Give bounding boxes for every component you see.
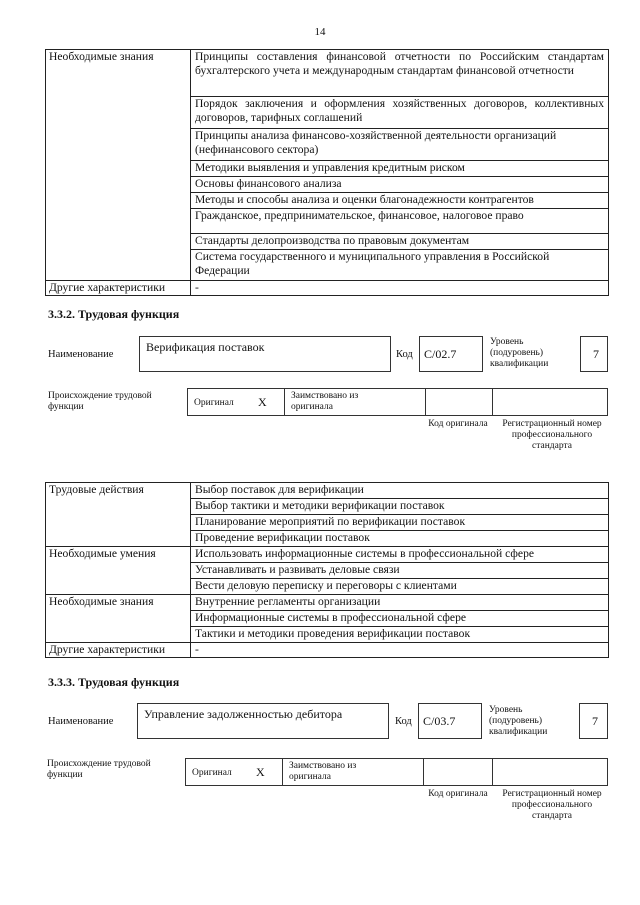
name-value-box bbox=[137, 703, 389, 739]
skill-item: Вести деловую переписку и переговоры с клиентами bbox=[191, 579, 609, 595]
knowledge-item: Система государственного и муниципального управления в Российской Федерации bbox=[191, 250, 609, 281]
borrowed-label: Заимствовано из оригинала bbox=[289, 761, 357, 782]
action-item: Проведение верификации поставок bbox=[191, 531, 609, 547]
skill-item: Устанавливать и развивать деловые связи bbox=[191, 563, 609, 579]
knowledge-item: Порядок заключения и оформления хозяйственных договоров, коллективных договоров, тарифных соглашений bbox=[191, 97, 609, 129]
knowledge-item: Гражданское, предпринимательское, финансовое, налоговое право bbox=[191, 209, 609, 234]
knowledge-label: Необходимые знания bbox=[46, 595, 191, 643]
other-value: - bbox=[191, 281, 609, 296]
original-label: Оригинал bbox=[192, 768, 232, 778]
labor-function-table-332 bbox=[45, 482, 609, 658]
other-label: Другие характеристики bbox=[46, 281, 191, 296]
knowledge-item: Методы и способы анализа и оценки благонадежности контрагентов bbox=[191, 193, 609, 209]
section-heading: 3.3.2. Трудовая функция bbox=[48, 307, 180, 321]
skills-label: Необходимые умения bbox=[46, 547, 191, 595]
page-number: 14 bbox=[314, 26, 326, 38]
level-value-box bbox=[579, 703, 608, 739]
origin-reg-cell bbox=[492, 758, 608, 786]
reg-number-label: Регистрационный номер профессионального стандарта bbox=[502, 419, 602, 451]
section-heading: 3.3.3. Трудовая функция bbox=[48, 675, 180, 689]
knowledge-label: Необходимые знания bbox=[46, 50, 191, 281]
knowledge-item: Методики выявления и управления кредитным риском bbox=[191, 161, 609, 177]
action-item: Выбор тактики и методики верификации поставок bbox=[191, 499, 609, 515]
name-value: Верификация поставок bbox=[146, 340, 265, 354]
name-label: Наименование bbox=[48, 349, 114, 360]
borrowed-label: Заимствовано из оригинала bbox=[291, 391, 359, 412]
actions-label: Трудовые действия bbox=[46, 483, 191, 547]
origin-label: Происхождение трудовой функции bbox=[48, 391, 152, 412]
origin-code-cell bbox=[425, 388, 493, 416]
level-value: 7 bbox=[593, 347, 599, 361]
code-label: Код bbox=[395, 716, 412, 727]
level-label: Уровень (подуровень) квалификации bbox=[489, 705, 548, 737]
knowledge-item: Стандарты делопроизводства по правовым документам bbox=[191, 234, 609, 250]
name-value-box bbox=[139, 336, 391, 372]
level-value: 7 bbox=[592, 714, 598, 728]
origin-borrowed-cell bbox=[284, 388, 426, 416]
code-label: Код bbox=[396, 349, 413, 360]
level-value-box bbox=[580, 336, 608, 372]
action-item: Выбор поставок для верификации bbox=[191, 483, 609, 499]
knowledge-item: Внутренние регламенты организации bbox=[191, 595, 609, 611]
knowledge-table-top bbox=[45, 49, 609, 296]
origin-borrowed-cell bbox=[282, 758, 424, 786]
original-mark: X bbox=[256, 765, 265, 779]
knowledge-item: Принципы составления финансовой отчетности по Российским стандартам бухгалтерского учета и международным стандартам финансовой отчетности bbox=[191, 50, 609, 97]
code-value: C/02.7 bbox=[424, 347, 457, 361]
origin-reg-cell bbox=[492, 388, 608, 416]
knowledge-item: Основы финансового анализа bbox=[191, 177, 609, 193]
knowledge-item: Принципы анализа финансово-хозяйственной деятельности организаций (нефинансового сектора) bbox=[191, 129, 609, 161]
name-label: Наименование bbox=[48, 716, 114, 727]
name-value: Управление задолженностью дебитора bbox=[144, 707, 343, 721]
other-label: Другие характеристики bbox=[46, 643, 191, 658]
code-value: C/03.7 bbox=[423, 714, 456, 728]
code-value-box bbox=[419, 336, 483, 372]
original-label: Оригинал bbox=[194, 398, 234, 408]
code-value-box bbox=[418, 703, 482, 739]
origin-original-cell bbox=[187, 388, 285, 416]
knowledge-item: Тактики и методики проведения верификации поставок bbox=[191, 627, 609, 643]
origin-code-cell bbox=[423, 758, 493, 786]
other-value: - bbox=[191, 643, 609, 658]
original-mark: X bbox=[258, 395, 267, 409]
reg-number-label: Регистрационный номер профессионального стандарта bbox=[502, 789, 602, 821]
origin-label: Происхождение трудовой функции bbox=[47, 759, 151, 780]
origin-original-cell bbox=[185, 758, 283, 786]
skill-item: Использовать информационные системы в профессиональной сфере bbox=[191, 547, 609, 563]
code-original-label: Код оригинала bbox=[428, 419, 488, 429]
action-item: Планирование мероприятий по верификации поставок bbox=[191, 515, 609, 531]
code-original-label: Код оригинала bbox=[428, 789, 488, 799]
level-label: Уровень (подуровень) квалификации bbox=[490, 337, 549, 369]
knowledge-item: Информационные системы в профессиональной сфере bbox=[191, 611, 609, 627]
